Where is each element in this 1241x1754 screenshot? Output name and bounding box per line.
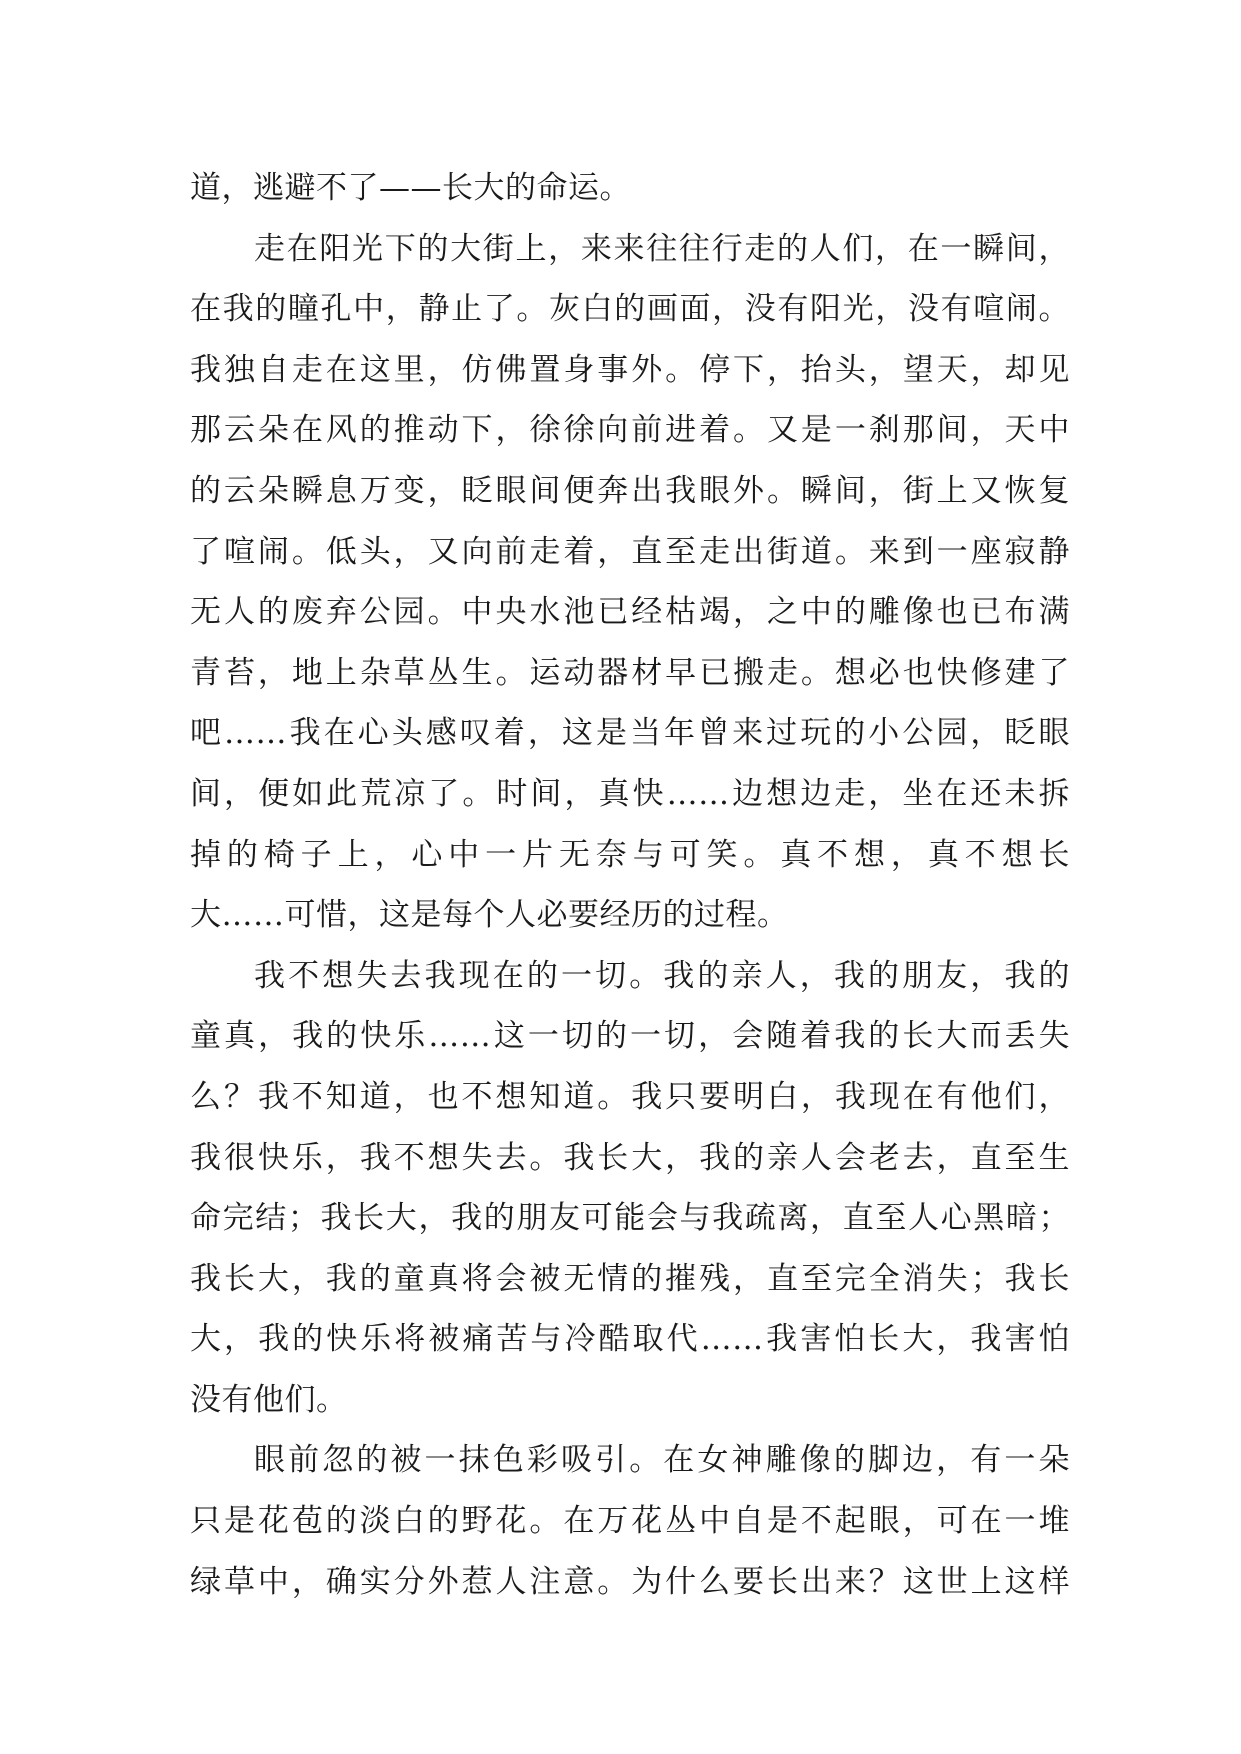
text-line: 青苔，地上杂草丛生。运动器材早已搬走。想必也快修建了 [190, 654, 1070, 691]
text-line: 只是花苞的淡白的野花。在万花丛中自是不起眼，可在一堆 [190, 1503, 1070, 1540]
text-line: 吧……我在心头感叹着，这是当年曾来过玩的小公园，眨眼 [190, 715, 1070, 752]
text-line: 命完结；我长大，我的朋友可能会与我疏离，直至人心黑暗； [190, 1200, 1070, 1237]
paragraph-first-line: 眼前忽的被一抹色彩吸引。在女神雕像的脚边，有一朵 [254, 1442, 1070, 1479]
body-text [190, 158, 1070, 1612]
text-line: 大……可惜，这是每个人必要经历的过程。 [190, 897, 789, 934]
text-line: 间，便如此荒凉了。时间，真快……边想边走，坐在还未拆 [190, 775, 1070, 812]
text-line: 无人的废弃公园。中央水池已经枯竭，之中的雕像也已布满 [190, 594, 1070, 631]
text-line: 童真，我的快乐……这一切的一切，会随着我的长大而丢失 [190, 1018, 1070, 1055]
text-line: 在我的瞳孔中，静止了。灰白的画面，没有阳光，没有喧闹。 [190, 291, 1070, 328]
text-line: 大，我的快乐将被痛苦与冷酷取代……我害怕长大，我害怕 [190, 1321, 1070, 1358]
paragraph-first-line: 我不想失去我现在的一切。我的亲人，我的朋友，我的 [254, 957, 1070, 994]
text-line: 我很快乐，我不想失去。我长大，我的亲人会老去，直至生 [190, 1139, 1070, 1176]
text-line: 那云朵在风的推动下，徐徐向前进着。又是一刹那间，天中 [190, 412, 1070, 449]
text-line: 么？我不知道，也不想知道。我只要明白，我现在有他们， [190, 1078, 1070, 1115]
text-line: 道，逃避不了——长大的命运。 [190, 170, 631, 206]
text-line: 没有他们。 [190, 1381, 348, 1418]
text-line: 我长大，我的童真将会被无情的摧残，直至完全消失；我长 [190, 1260, 1070, 1297]
text-line: 绿草中，确实分外惹人注意。为什么要长出来？这世上这样 [190, 1563, 1070, 1600]
text-line: 我独自走在这里，仿佛置身事外。停下，抬头，望天，却见 [190, 351, 1070, 388]
text-line: 了喧闹。低头，又向前走着，直至走出街道。来到一座寂静 [190, 533, 1070, 570]
text-line: 掉的椅子上，心中一片无奈与可笑。真不想，真不想长 [190, 836, 1070, 873]
text-line: 的云朵瞬息万变，眨眼间便奔出我眼外。瞬间，街上又恢复 [190, 472, 1070, 509]
paragraph-first-line: 走在阳光下的大街上，来来往往行走的人们，在一瞬间， [254, 230, 1070, 267]
